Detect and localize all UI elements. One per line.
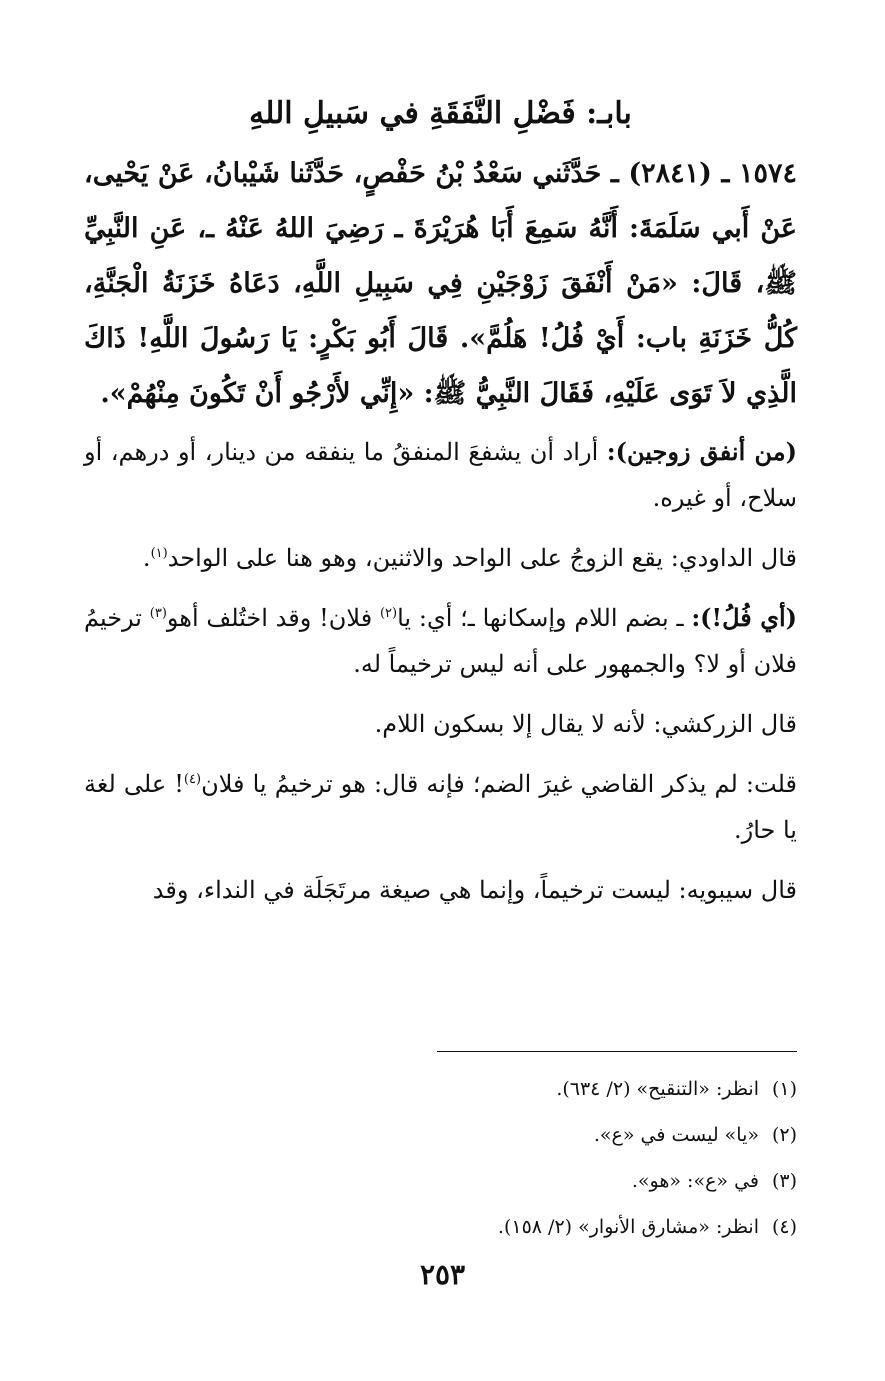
- commentary-text: فلان! وقد اختُلف أهو: [166, 604, 380, 632]
- commentary-paragraph-5: [84, 761, 797, 853]
- commentary-paragraph-1: [84, 429, 797, 521]
- term-heading: (أي فُلُ!):: [691, 603, 798, 632]
- footnote-text: في «ع»: «هو».: [631, 1170, 759, 1192]
- commentary-paragraph-2: [84, 535, 797, 581]
- footnotes: [97, 1066, 797, 1250]
- commentary-text: ـ بضم اللام وإسكانها ـ؛ أي: يا: [397, 604, 692, 632]
- commentary-text: قلت: لم يذكر القاضي غيرَ الضم؛ فإنه قال: هو ترخيمُ يا فلان: [201, 770, 797, 798]
- footnote-text: انظر: «التنقيح» (٢/ ٦٣٤).: [556, 1078, 759, 1100]
- commentary-text: .: [142, 544, 151, 572]
- commentary-paragraph-6: قال سيبويه: ليست ترخيماً، وإنما هي صيغة مرتَجَلَة في النداء، وقد: [152, 876, 797, 904]
- term-heading: (من أنفق زوجين):: [606, 437, 798, 466]
- footnote-number: (٢): [771, 1124, 797, 1146]
- hadith-text: ١٥٧٤ ـ (٢٨٤١) ـ حَدَّثَني سَعْدُ بْنُ حَفْصٍ، حَدَّثَنا شَيْبانُ، عَنْ يَحْيى، عَنْ أَبي سَلَمَةَ: أَنَّهُ سَمِعَ أَبَا هُرَيْرَةَ ـ رَضِيَ اللهُ عَنْهُ ـ، عَنِ النَّبِيِّ ﷺ، قَالَ: «مَنْ أَنْفَقَ زَوْجَيْنِ فِي سَبِيلِ اللَّهِ، دَعَاهُ خَزَنَةُ الْجَنَّةِ، كُلُّ خَزَنَةِ باب: أَيْ فُلُ! هَلُمَّ». قَالَ أَبُو بَكْرٍ: يَا رَسُولَ اللَّهِ! ذَاكَ الَّذِي لاَ تَوَى عَلَيْهِ، فَقَالَ النَّبِيُّ ﷺ: «إِنِّي لأَرْجُو أَنْ تَكُونَ مِنْهُمْ».: [84, 158, 797, 409]
- footnote-divider: [437, 1051, 797, 1052]
- footnote-text: «يا» ليست في «ع».: [593, 1124, 759, 1146]
- footnote-number: (٤): [771, 1216, 797, 1238]
- footnote-item: [97, 1204, 797, 1250]
- commentary-text: أراد أن يشفعَ المنفقُ ما ينفقه من دينار، أو درهم، أو سلاح، أو غيره.: [84, 438, 797, 512]
- commentary-paragraph-3: [84, 595, 797, 687]
- footnote-ref: (٤): [183, 772, 202, 787]
- page-number: ٢٥٣: [419, 1258, 466, 1291]
- footnote-ref: (٣): [149, 606, 167, 621]
- chapter-title: بابـ: فَضْلِ النَّفَقَةِ في سَبيلِ اللهِ: [249, 96, 632, 131]
- commentary-text: ! على لغة يا حارُ.: [84, 770, 797, 844]
- commentary-text: قال الداودي: يقع الزوجُ على الواحد والاثنين، وهو هنا على الواحد: [167, 544, 797, 572]
- footnote-item: [97, 1158, 797, 1204]
- commentary-paragraph-4: قال الزركشي: لأنه لا يقال إلا بسكون اللام.: [374, 710, 797, 738]
- footnote-item: [97, 1066, 797, 1112]
- footnote-number: (١): [771, 1078, 797, 1100]
- footnote-number: (٣): [771, 1170, 797, 1192]
- footnote-ref: (١): [150, 546, 168, 561]
- footnote-item: [97, 1112, 797, 1158]
- footnote-text: انظر: «مشارق الأنوار» (٢/ ١٥٨).: [497, 1216, 759, 1238]
- footnote-ref: (٢): [379, 606, 398, 621]
- commentary-text: ترخيمُ فلان أو لا؟ والجمهور على أنه ليس ترخيماً له.: [84, 604, 797, 678]
